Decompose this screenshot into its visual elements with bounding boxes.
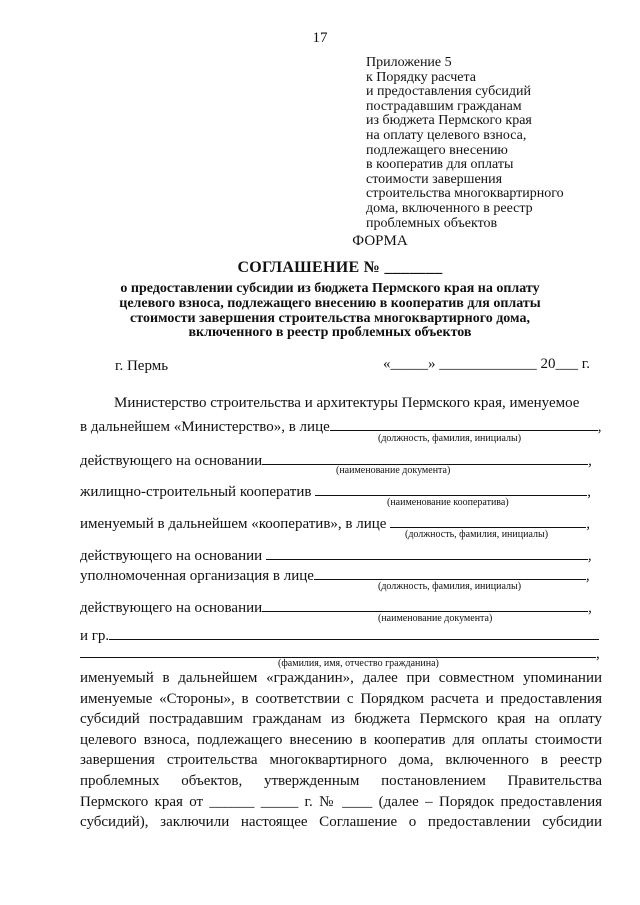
page-number: 17 xyxy=(312,30,328,46)
comma: , xyxy=(586,516,590,532)
citizen-label: и гр. xyxy=(80,628,110,644)
appendix-line: пострадавшим гражданам xyxy=(366,98,522,114)
paragraph-line: проблемных объектов, утвержденным постановлением Правительства xyxy=(80,772,602,789)
paragraph-line: завершения строительства многоквартирного дома, включенного в реестр xyxy=(80,752,602,769)
subtitle-line: стоимости завершения строительства многоквартирного дома, xyxy=(130,310,530,326)
ministry-caption: (должность, фамилия, инициалы) xyxy=(378,433,522,444)
appendix-line: подлежащего внесению xyxy=(366,142,508,158)
coop-line xyxy=(80,482,591,501)
comma: , xyxy=(585,568,590,584)
basis-line-3 xyxy=(80,598,592,617)
subtitle-line: целевого взноса, подлежащего внесению в кооператив для оплаты xyxy=(119,295,541,311)
coop-representative-field[interactable] xyxy=(390,514,586,528)
basis-document-field-2[interactable] xyxy=(266,546,588,560)
appendix-note xyxy=(366,56,626,231)
appendix-line: строительства многоквартирного xyxy=(366,186,564,202)
comma: , xyxy=(588,453,592,469)
paragraph-line: субсидий пострадавшим гражданам из бюджета Пермского края на оплату xyxy=(80,711,602,728)
coop-label: жилищно-строительный кооператив xyxy=(80,484,312,500)
basis-label: действующего на основании xyxy=(80,548,263,564)
authorized-label: уполномоченная организация в лице xyxy=(80,568,314,584)
coop-named-caption: (должность, фамилия, инициалы) xyxy=(405,529,549,540)
basis-label: действующего на основании xyxy=(80,600,263,616)
appendix-line: стоимости завершения xyxy=(366,171,503,187)
basis-document-field-3[interactable] xyxy=(262,598,588,612)
coop-caption: (наименование кооператива) xyxy=(387,497,509,508)
citizen-line xyxy=(80,626,599,645)
basis-caption-3: (наименование документа) xyxy=(378,613,493,624)
coop-name-field[interactable] xyxy=(315,482,587,496)
authorized-representative-field[interactable] xyxy=(314,566,586,580)
appendix-line: из бюджета Пермского края xyxy=(366,113,532,129)
citizen-name-field-continued[interactable] xyxy=(80,644,596,658)
subtitle-line: включенного в реестр проблемных объектов xyxy=(188,325,472,341)
comma: , xyxy=(587,548,592,564)
agreement-paragraph xyxy=(80,668,602,833)
ministry-label: в дальнейшем «Министерство», в лице xyxy=(80,419,330,435)
city-name: г. Пермь xyxy=(115,358,169,374)
basis-caption-1: (наименование документа) xyxy=(336,465,451,476)
paragraph-line: субсидий), заключили настоящее Соглашение о предоставлении субсидии xyxy=(80,814,602,831)
coop-named-label: именуемый в дальнейшем «кооператив», в лице xyxy=(80,516,387,532)
appendix-line: Приложение 5 xyxy=(366,55,452,70)
appendix-line: проблемных объектов xyxy=(366,215,498,231)
appendix-line: дома, включенного в реестр xyxy=(366,200,533,216)
citizen-name-field[interactable] xyxy=(109,626,599,640)
paragraph-line: именуемый в дальнейшем «гражданин», далее при совместном упоминании xyxy=(80,670,602,686)
subtitle-line: о предоставлении субсидии из бюджета Пермского края на оплату xyxy=(120,281,540,296)
comma: , xyxy=(596,646,600,662)
appendix-line: на оплату целевого взноса, xyxy=(366,127,527,143)
paragraph-line: именуемые «Стороны», в соответствии с Порядком расчета и предоставления xyxy=(80,690,602,707)
basis-label: действующего на основании xyxy=(80,453,263,469)
ministry-line-1: Министерство строительства и архитектуры Пермского края, именуемое xyxy=(114,395,580,411)
basis-document-field-1[interactable] xyxy=(262,451,588,465)
basis-line-2 xyxy=(80,546,592,565)
appendix-line: к Порядку расчета xyxy=(366,69,476,85)
comma: , xyxy=(597,419,602,435)
appendix-line: и предоставления субсидий xyxy=(366,84,532,100)
comma: , xyxy=(587,484,591,500)
ministry-line-2 xyxy=(80,417,602,436)
agreement-title: СОГЛАШЕНИЕ № _______ xyxy=(237,259,443,276)
citizen-caption: (фамилия, имя, отчество гражданина) xyxy=(278,658,439,669)
authorized-caption: (должность, фамилия, инициалы) xyxy=(378,581,522,592)
date-line: «_____» _____________ 20___ г. xyxy=(383,356,590,372)
paragraph-line: Пермского края от ______ _____ г. № ____ (далее – Порядок предоставления xyxy=(80,793,602,810)
agreement-subtitle xyxy=(100,282,560,341)
comma: , xyxy=(588,600,592,616)
appendix-line: в кооператив для оплаты xyxy=(366,157,514,173)
ministry-representative-field[interactable] xyxy=(330,417,598,431)
form-label: ФОРМА xyxy=(352,233,408,249)
paragraph-line: целевого взноса, подлежащего внесению в кооператив для оплаты стоимости xyxy=(80,731,602,748)
